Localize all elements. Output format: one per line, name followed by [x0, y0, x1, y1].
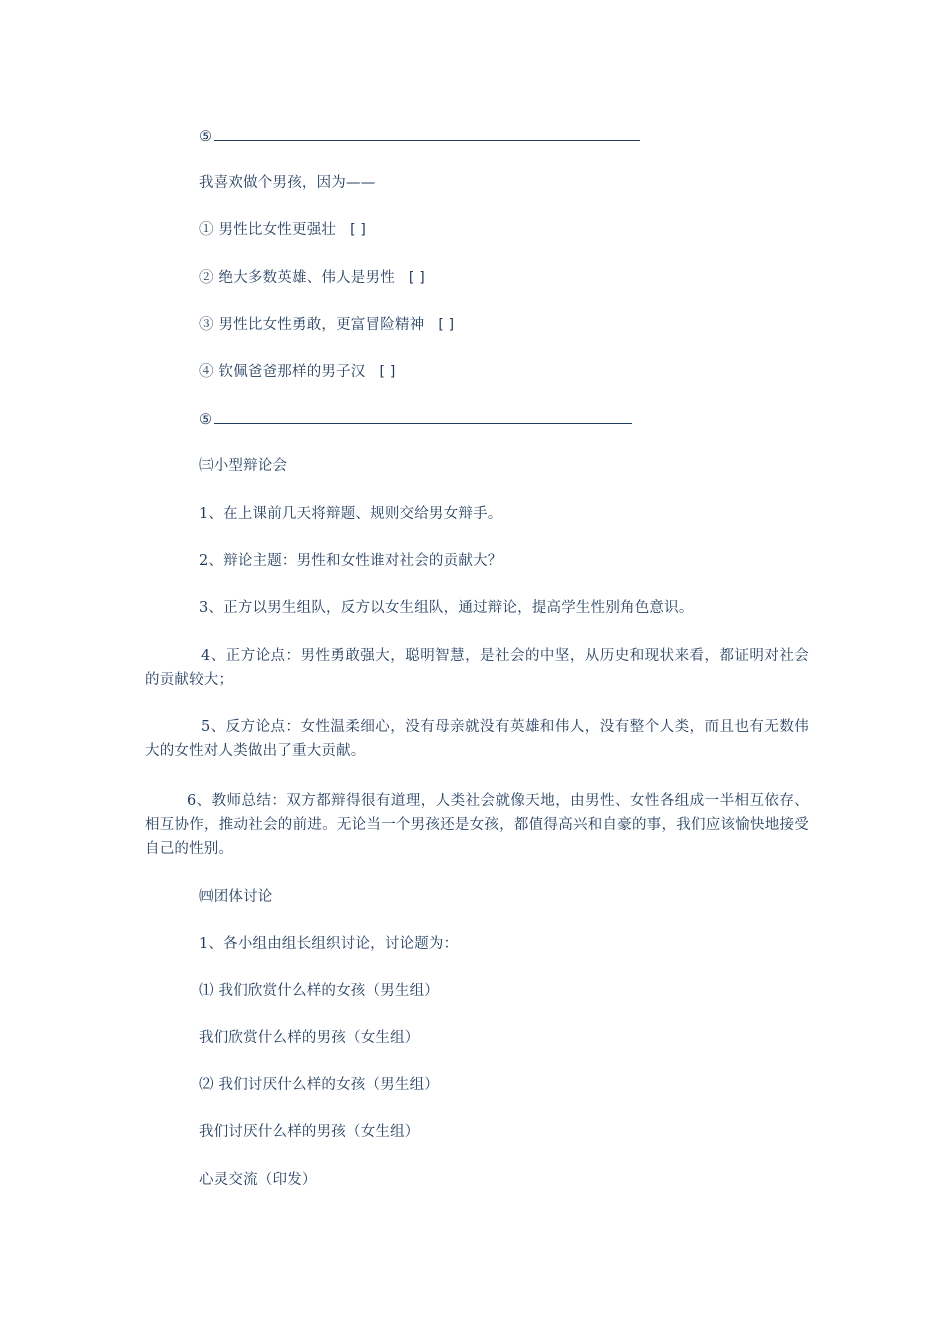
- reason-text: ③ 男性比女性勇敢，更富冒险精神: [199, 317, 425, 333]
- check-bracket[interactable]: [ ]: [408, 270, 425, 286]
- debate-item: 5、反方论点：女性温柔细心，没有母亲就没有英雄和伟人，没有整个人类，而且也有无数伟大的女性对人类做出了重大贡献。: [145, 719, 809, 759]
- reason-text: ① 男性比女性更强壮: [199, 222, 337, 238]
- boy-reason-item: [199, 315, 454, 335]
- section-heading-discussion: ㈣团体讨论: [199, 889, 273, 905]
- fill-in-blank[interactable]: [214, 409, 632, 424]
- discussion-item: 我们欣赏什么样的男孩（女生组）: [199, 1030, 420, 1046]
- boy-reasons-intro: 我喜欢做个男孩，因为——: [199, 175, 376, 191]
- boy-reason-item: [199, 362, 396, 382]
- discussion-intro: 1、各小组由组长组织讨论，讨论题为：: [199, 936, 459, 952]
- reason-text: ② 绝大多数英雄、伟人是男性: [199, 270, 395, 286]
- discussion-item: 我们讨厌什么样的男孩（女生组）: [199, 1124, 420, 1140]
- boy-item-5: [199, 409, 632, 430]
- reason-text: ④ 钦佩爸爸那样的男子汉: [199, 364, 366, 380]
- debate-item: 1、在上课前几天将辩题、规则交给男女辩手。: [199, 506, 503, 522]
- item-marker: ⑤: [199, 412, 213, 428]
- debate-item: 3、正方以男生组队，反方以女生组队，通过辩论，提高学生性别角色意识。: [199, 600, 694, 616]
- debate-item: 6、教师总结：双方都辩得很有道理，人类社会就像天地，由男性、女性各组成一半相互依存、相互协作，推动社会的前进。无论当一个男孩还是女孩，都值得高兴和自豪的事，我们应该愉快地接受自己的性别。: [145, 793, 809, 857]
- section-heading-debate: ㈢小型辩论会: [199, 458, 288, 474]
- girl-item-5: [199, 126, 640, 147]
- discussion-item: ⑵ 我们讨厌什么样的女孩（男生组）: [199, 1077, 440, 1093]
- closing-line: 心灵交流（印发）: [199, 1172, 317, 1188]
- boy-reason-item: [199, 268, 425, 288]
- discussion-item: ⑴ 我们欣赏什么样的女孩（男生组）: [199, 983, 440, 999]
- fill-in-blank[interactable]: [214, 126, 640, 141]
- check-bracket[interactable]: [ ]: [438, 317, 455, 333]
- debate-item: 2、辩论主题：男性和女性谁对社会的贡献大？: [199, 553, 503, 569]
- check-bracket[interactable]: [ ]: [379, 364, 396, 380]
- debate-item: 4、正方论点：男性勇敢强大，聪明智慧，是社会的中坚，从历史和现状来看，都证明对社会的贡献较大；: [145, 648, 809, 688]
- boy-reason-item: [199, 220, 366, 240]
- item-marker: ⑤: [199, 129, 213, 145]
- check-bracket[interactable]: [ ]: [350, 222, 367, 238]
